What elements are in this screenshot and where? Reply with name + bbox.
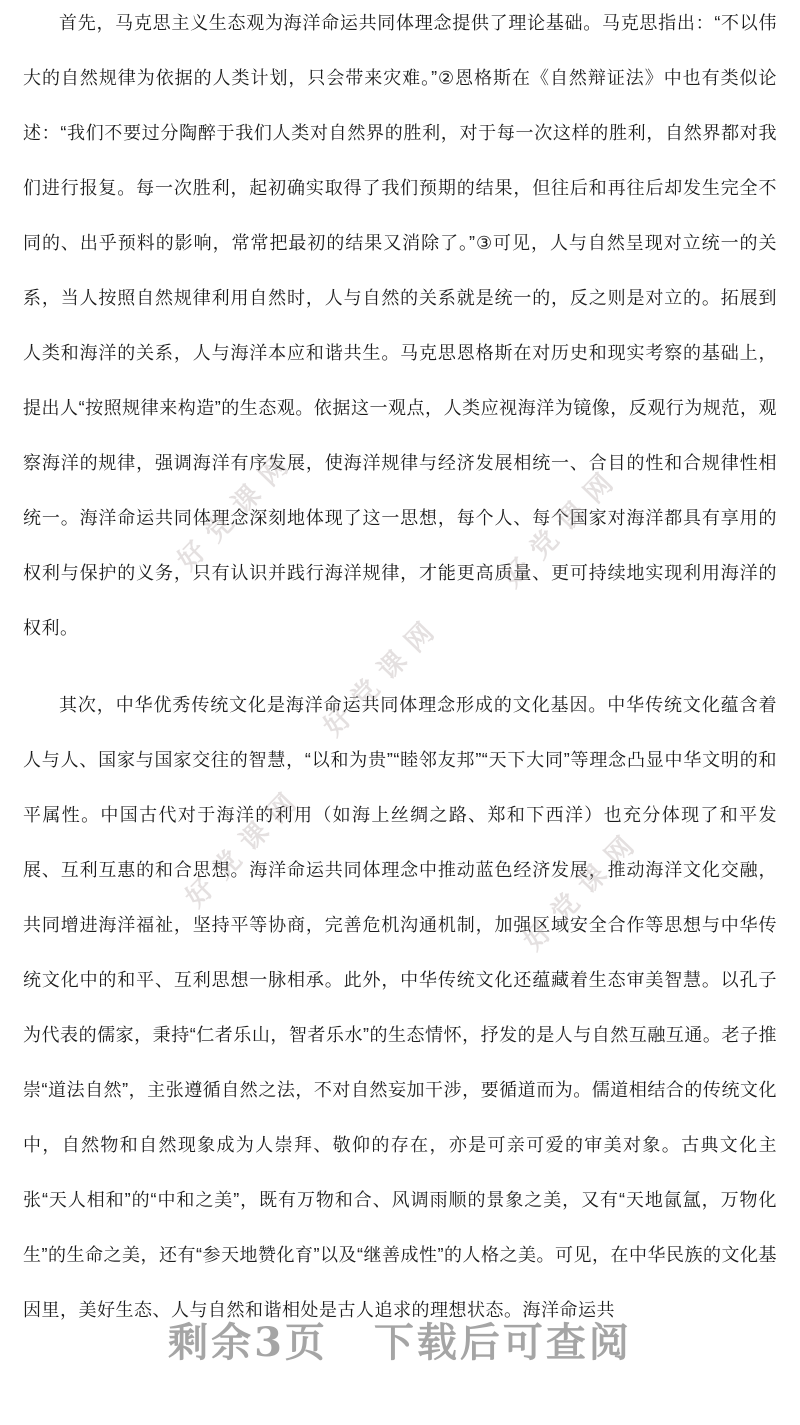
page-footer [0,1320,800,1366]
download-hint-label: 下载后可查阅 [373,1319,632,1366]
watermark-text: 好党课网 [171,442,302,576]
watermark-text: 好党课网 [496,459,627,593]
remaining-pages-label: 剩余3页 [168,1319,328,1366]
paragraph-traditional-culture: 其次，中华优秀传统文化是海洋命运共同体理念形成的文化基因。中华传统文化蕴含着人与人、国家与国家交往的智慧，“以和为贵”“睦邻友邦”“天下大同”等理念凸显中华文明的和平属性。中国古代对于海洋的利用（如海上丝绸之路、郑和下西洋）也充分体现了和平发展、互利互惠的和合思想。海洋命运共同体理念中推动蓝色经济发展，推动海洋文化交融，共同增进海洋福祉，坚持平等协商，完善危机沟通机制，加强区域安全合作等思想与中华传统文化中的和平、互利思想一脉相承。此外，中华传统文化还蕴藏着生态审美智慧。以孔子为代表的儒家，秉持“仁者乐山，智者乐水”的生态情怀，抒发的是人与自然互融互通。老子推崇“道法自然”，主张遵循自然之法，不对自然妄加干涉，要循道而为。儒道相结合的传统文化中，自然物和自然现象成为人崇拜、敬仰的存在，亦是可亲可爱的审美对象。古典文化主张“天人相和”的“中和之美”，既有万物和合、风调雨顺的景象之美，又有“天地氤氲，万物化生”的生命之美，还有“参天地赞化育”以及“继善成性”的人格之美。可见，在中华民族的文化基因里，美好生态、人与自然和谐相处是古人追求的理想状态。海洋命运共 [23,695,777,1320]
watermark-text: 好党课网 [317,608,448,742]
watermark-text: 好党课网 [517,822,648,956]
document-body [23,0,777,1338]
watermark-text: 好党课网 [179,779,310,913]
paragraph-marxist-ecology: 首先，马克思主义生态观为海洋命运共同体理念提供了理论基础。马克思指出：“不以伟大的自然规律为依据的人类计划，只会带来灾难。”②恩格斯在《自然辩证法》中也有类似论述：“我们不要过分陶醉于我们人类对自然界的胜利，对于每一次这样的胜利，自然界都对我们进行报复。每一次胜利，起初确实取得了我们预期的结果，但往后和再往后却发生完全不同的、出乎预料的影响，常常把最初的结果又消除了。”③可见，人与自然呈现对立统一的关系，当人按照自然规律利用自然时，人与自然的关系就是统一的，反之则是对立的。拓展到人类和海洋的关系，人与海洋本应和谐共生。马克思恩格斯在对历史和现实考察的基础上，提出人“按照规律来构造”的生态观。依据这一观点，人类应视海洋为镜像，反观行为规范，观察海洋的规律，强调海洋有序发展，使海洋规律与经济发展相统一、合目的性和合规律性相统一。海洋命运共同体理念深刻地体现了这一思想，每个人、每个国家对海洋都具有享用的权利与保护的义务，只有认识并践行海洋规律，才能更高质量、更可持续地实现利用海洋的权利。 [23,13,777,638]
